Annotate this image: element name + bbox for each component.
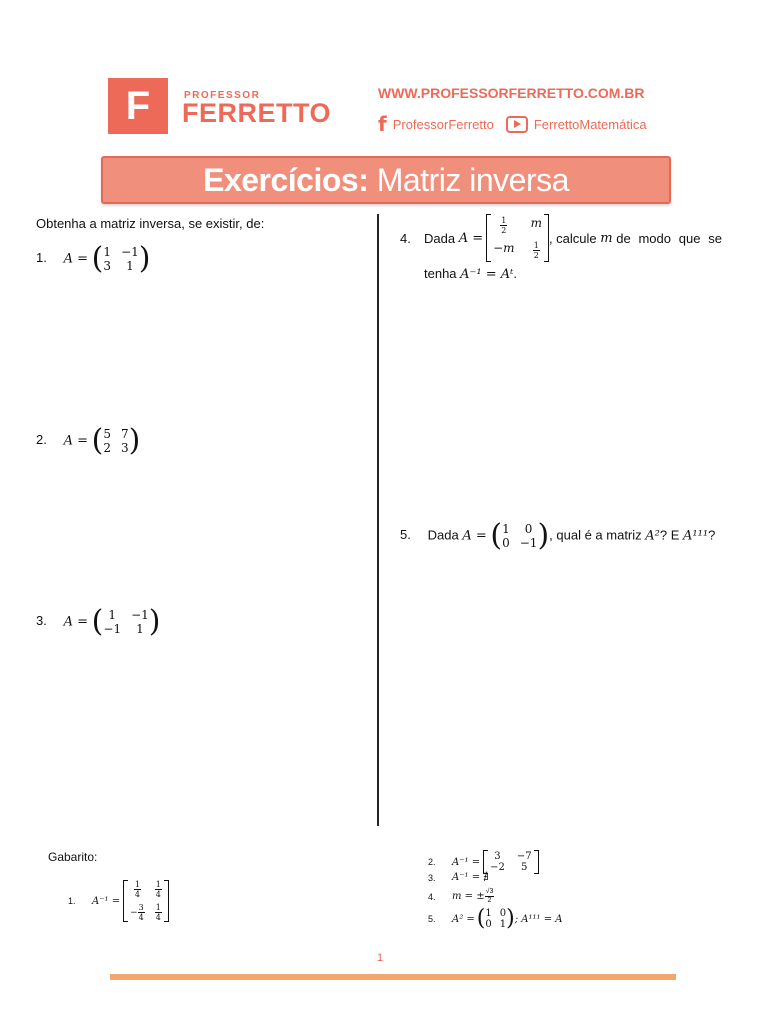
- logo-letter: F: [125, 84, 151, 128]
- matrix-1: ( 1 −1 3 1 ): [91, 241, 151, 276]
- matrix-cell: 0: [502, 536, 510, 550]
- matrix-cell: −1: [519, 536, 538, 550]
- matrix-2: ( 5 7 2 3 ): [91, 423, 141, 458]
- answer-number: 2.: [428, 857, 436, 867]
- page-number: 1: [377, 952, 384, 964]
- matrix-cell: 1: [108, 608, 117, 622]
- exercise-4: [400, 214, 722, 282]
- ex4-period: .: [513, 266, 518, 281]
- matrix-cell: 1: [502, 522, 510, 536]
- matrix-cell: −7: [516, 851, 532, 862]
- matrix-cell: −1: [121, 245, 139, 259]
- answer-text: A⁻¹ = ∄: [452, 872, 489, 883]
- logo-mark: [108, 78, 168, 134]
- exercise-5: [400, 518, 716, 553]
- matrix-cell: 1: [499, 919, 507, 930]
- youtube-link[interactable]: FerrettoMatemática: [533, 116, 647, 132]
- matrix-cell-frac: $\frac{1}{4}$: [134, 880, 140, 899]
- matrix-cell: 7: [121, 427, 129, 441]
- frac-numerator: √3: [485, 888, 494, 895]
- matrix-cell: −1: [131, 608, 149, 622]
- answer-1-matrix: [123, 880, 169, 922]
- ex5-text-2: ? E: [659, 527, 680, 543]
- title-banner: [101, 156, 671, 204]
- matrix-cell-frac: $\frac{1}{4}$: [155, 903, 161, 922]
- matrix-label: A =: [63, 614, 89, 630]
- answer-4: [428, 888, 494, 905]
- matrix-4: [486, 214, 549, 262]
- matrix-cell: 1: [103, 245, 112, 259]
- matrix-cell-frac: $\frac{1}{2}$: [533, 241, 539, 260]
- title-rest: Matriz inversa: [368, 162, 569, 198]
- answer-number: 4.: [428, 891, 436, 902]
- title-bold: Exercícios:: [203, 162, 369, 198]
- answer-2: [428, 850, 539, 874]
- exercise-number: 2.: [36, 432, 47, 448]
- matrix-cell: 3: [121, 441, 129, 455]
- answer-5: [428, 908, 563, 930]
- intro-text: Obtenha a matriz inversa, se existir, de:: [36, 216, 265, 231]
- exercise-number: 3.: [36, 613, 47, 629]
- exercise-3: [36, 604, 161, 639]
- matrix-cell: 3: [103, 259, 112, 273]
- brand-professor: PROFESSOR: [184, 90, 261, 101]
- exercise-number: 1.: [36, 250, 47, 266]
- answer-label: A⁻¹ =: [92, 895, 121, 907]
- matrix-label: A =: [458, 230, 484, 246]
- social-links: [378, 112, 647, 136]
- matrix-cell: −m: [493, 241, 515, 255]
- ex4-text: , calcule: [548, 230, 597, 246]
- exercise-2: [36, 423, 141, 458]
- matrix-cell: 5: [521, 862, 528, 873]
- answer-number: 3.: [428, 872, 436, 883]
- matrix-cell: 0: [485, 919, 492, 930]
- answer-text: m = ±: [452, 891, 485, 902]
- dada-text: Dada: [427, 527, 459, 543]
- exercise-number: 4.: [400, 230, 411, 246]
- website-link[interactable]: WWW.PROFESSORFERRETTO.COM.BR: [378, 85, 645, 101]
- ex5-text-3: ?: [708, 527, 716, 543]
- matrix-3: ( 1 −1 −1 1 ): [91, 604, 161, 639]
- ex4-equation: A⁻¹ = Aᵗ: [460, 267, 514, 282]
- matrix-cell-frac: $\frac{1}{2}$: [501, 216, 507, 235]
- answer-3: [428, 872, 489, 883]
- brand-ferretto: FERRETTO: [182, 98, 332, 128]
- matrix-cell: 1: [136, 622, 144, 636]
- matrix-cell-neg: − $\frac{3}{4}$: [130, 903, 144, 922]
- answer-label: A⁻¹ =: [452, 856, 481, 868]
- youtube-icon: [506, 116, 528, 133]
- ex5-a2: A²: [645, 528, 660, 544]
- matrix-cell: 1: [485, 908, 492, 919]
- matrix-cell: −1: [103, 622, 122, 636]
- answer-5-matrix: ( 1 0 0 1 ): [476, 906, 515, 931]
- answer-4-frac: [485, 888, 495, 905]
- matrix-label: A =: [462, 528, 487, 544]
- matrix-5: ( 1 0 0 −1 ): [490, 518, 550, 553]
- column-divider: [377, 214, 379, 826]
- exercise-1: [36, 241, 151, 276]
- ex4-tenha: tenha: [424, 266, 457, 281]
- answer-key-title: Gabarito:: [48, 850, 98, 864]
- answer-1: [68, 880, 169, 922]
- facebook-link[interactable]: ProfessorFerretto: [392, 116, 494, 132]
- answer-2-matrix: [483, 850, 539, 874]
- matrix-label: A =: [63, 433, 89, 449]
- matrix-cell: 3: [494, 851, 501, 862]
- exercise-number: 5.: [400, 527, 411, 543]
- answer-number: 5.: [428, 914, 436, 924]
- ex4-var: m: [600, 230, 613, 246]
- matrix-cell: 5: [103, 427, 112, 441]
- matrix-cell: −2: [490, 862, 505, 873]
- ex5-text: , qual é a matriz: [549, 527, 642, 543]
- matrix-cell: 0: [499, 908, 507, 919]
- facebook-icon: f: [378, 112, 387, 136]
- matrix-cell: 0: [524, 522, 533, 536]
- answer-5-tail: ; A¹¹¹ = A: [514, 913, 563, 925]
- answer-number: 1.: [68, 896, 76, 906]
- dada-text: Dada: [424, 230, 456, 246]
- footer-bar: [110, 974, 676, 980]
- page-title: [103, 158, 669, 202]
- matrix-cell: 1: [126, 259, 134, 273]
- matrix-cell-frac: $\frac{1}{4}$: [155, 880, 161, 899]
- answer-label: A² =: [452, 913, 475, 925]
- ex5-a111: A¹¹¹: [683, 528, 709, 544]
- ex4-text-2: de modo que se: [616, 230, 722, 246]
- matrix-cell: m: [530, 216, 542, 230]
- matrix-label: A =: [63, 251, 89, 267]
- matrix-cell: 2: [103, 441, 112, 455]
- frac-denominator: 2: [487, 897, 492, 904]
